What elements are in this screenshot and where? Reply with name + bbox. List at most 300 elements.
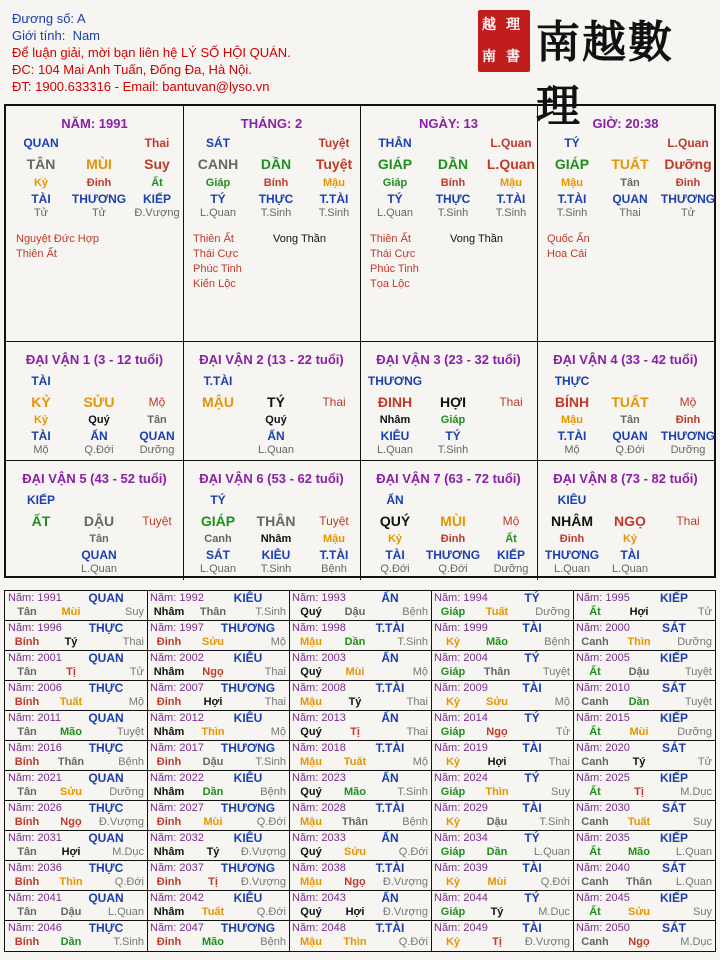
pillar-r3-value: Đinh: [675, 177, 701, 189]
year-thapthan: SÁT: [662, 621, 686, 635]
year-chi: Mùi: [629, 726, 649, 738]
year-stage: T.Sinh: [397, 636, 428, 648]
year-can: Canh: [581, 876, 609, 888]
pillar-cell: [6, 106, 184, 342]
year-cell: [147, 681, 290, 711]
dai-van-hidden-star: THƯƠNG: [425, 548, 481, 562]
dai-van-hidden-star: THƯƠNG: [660, 429, 716, 443]
year-thapthan: TÀI: [522, 861, 542, 875]
year-label: [434, 892, 488, 904]
year-chi: Dần: [344, 636, 366, 648]
year-prefix: Năm:: [292, 742, 319, 754]
year-can: Ất: [589, 726, 601, 738]
year-cell: [289, 651, 432, 681]
year-prefix: Năm:: [434, 832, 461, 844]
year-can: Nhâm: [153, 606, 185, 618]
year-thapthan: KIÊU: [233, 651, 263, 665]
four-pillars-grid: [4, 104, 716, 578]
dai-van-stage: Thai: [499, 395, 523, 409]
year-cell: [147, 891, 290, 921]
pillar-r3-value: Giáp: [382, 177, 408, 189]
year-label: [576, 922, 630, 934]
dai-van-can: BÍNH: [554, 394, 590, 410]
year-prefix: Năm:: [8, 832, 35, 844]
year-value: 2024: [463, 772, 488, 784]
year-stage: M.Dục: [538, 906, 570, 918]
year-prefix: Năm:: [8, 652, 35, 664]
year-cell: [289, 741, 432, 771]
pillar-r5-value: Đ.Vượng: [134, 207, 180, 219]
year-cell: [431, 681, 574, 711]
year-stage: Thai: [406, 726, 428, 738]
pillar-r4-value: T.TÀI: [319, 192, 349, 206]
year-value: 2007: [179, 682, 204, 694]
pillar-note: Vong Thần: [450, 233, 504, 245]
pillar-r3-value: Ất: [151, 177, 163, 189]
dai-van-hidden: Quý: [88, 414, 110, 426]
year-can: Tân: [17, 786, 37, 798]
year-can: Giáp: [440, 786, 466, 798]
dai-van-title: ĐẠI VẬN 4 (33 - 42 tuổi): [553, 352, 698, 367]
year-stage: Mộ: [128, 696, 144, 708]
year-chi: Hợi: [61, 846, 81, 858]
pillar-note: Thái Cực: [370, 248, 416, 260]
dai-van-hidden-stage: Dưỡng: [493, 563, 529, 575]
year-stage: Q.Đới: [540, 876, 570, 888]
year-can: Tân: [17, 906, 37, 918]
dai-van-hidden-star: ẤN: [267, 429, 285, 443]
year-label: [434, 652, 488, 664]
year-prefix: Năm:: [150, 682, 177, 694]
pillar-r4-value: QUAN: [612, 192, 648, 206]
year-can: Kỷ: [445, 876, 461, 888]
year-cell: [147, 831, 290, 861]
year-value: 2004: [463, 652, 488, 664]
year-prefix: Năm:: [292, 772, 319, 784]
year-stage: Thai: [406, 696, 428, 708]
year-value: 2033: [321, 832, 346, 844]
year-thapthan: THỰC: [88, 681, 124, 695]
year-thapthan: THƯƠNG: [220, 921, 276, 935]
year-cell: [573, 651, 715, 681]
year-can: Canh: [581, 816, 609, 828]
year-stage: Tử: [697, 606, 712, 618]
pillar-r2-value: DẦN: [260, 156, 292, 172]
dai-van-thapthan: KIẾP: [26, 493, 55, 507]
dai-van-chi: TÝ: [267, 394, 285, 410]
year-chi: Thìn: [627, 636, 651, 648]
year-prefix: Năm:: [576, 592, 603, 604]
year-prefix: Năm:: [576, 772, 603, 784]
year-can: Ất: [589, 906, 601, 918]
year-stage: Mộ: [270, 636, 286, 648]
year-prefix: Năm:: [8, 772, 35, 784]
dai-van-hidden-stage: L.Quan: [611, 563, 649, 575]
year-label: [292, 832, 346, 844]
pillar-r4-value: T.TÀI: [496, 192, 526, 206]
year-value: 1999: [463, 622, 488, 634]
year-prefix: Năm:: [8, 862, 35, 874]
dai-van-stage: Tuyệt: [319, 514, 349, 528]
year-stage: Thai: [264, 696, 286, 708]
logo-text: 南越數理: [536, 17, 674, 132]
dai-van-hidden-star: TÀI: [620, 548, 640, 562]
pillar-r5-value: T.Sinh: [556, 207, 588, 219]
dai-van-can: GIÁP: [200, 513, 236, 529]
year-label: [292, 592, 346, 604]
dai-van-hidden: Tân: [147, 414, 167, 426]
year-prefix: Năm:: [434, 862, 461, 874]
gender-value: Nam: [72, 28, 101, 43]
year-value: 2015: [605, 712, 630, 724]
year-cell: [147, 711, 290, 741]
year-can: Canh: [581, 756, 609, 768]
year-stage: Đ.Vượng: [382, 906, 428, 918]
year-can: Canh: [581, 936, 609, 948]
year-value: 1997: [179, 622, 204, 634]
year-cell: [5, 771, 148, 801]
year-label: [576, 682, 630, 694]
dai-van-stage: Mộ: [502, 514, 520, 528]
year-stage: L.Quan: [107, 906, 144, 918]
dai-van-hidden-stage: Mộ: [33, 444, 49, 456]
year-can: Mậu: [300, 756, 322, 768]
dai-van-hidden-star: KIẾP: [496, 548, 525, 562]
year-cell: [573, 771, 715, 801]
year-stage: Bệnh: [544, 636, 570, 648]
year-label: [292, 862, 346, 874]
dai-van-hidden-star: KIÊU: [380, 429, 410, 443]
year-cell: [5, 651, 148, 681]
year-chi: Mùi: [345, 666, 365, 678]
year-stage: T.Sinh: [113, 936, 144, 948]
pillar-note: Kiến Lộc: [193, 278, 236, 290]
year-label: [150, 772, 204, 784]
year-value: 2012: [179, 712, 204, 724]
year-chi: Tị: [634, 786, 644, 798]
year-stage: Đ.Vượng: [98, 816, 144, 828]
year-value: 2035: [605, 832, 630, 844]
year-thapthan: THƯƠNG: [220, 741, 276, 755]
year-value: 2020: [605, 742, 630, 754]
seal-char: 理: [506, 17, 520, 33]
year-chi: Dần: [60, 936, 82, 948]
dai-van-thapthan: T.TÀI: [203, 374, 233, 388]
year-thapthan: KIÊU: [233, 771, 263, 785]
year-can: Canh: [581, 636, 609, 648]
dai-van-hidden: Giáp: [440, 414, 466, 426]
year-cell: [431, 621, 574, 651]
year-value: 2031: [37, 832, 62, 844]
year-label: [576, 622, 630, 634]
year-prefix: Năm:: [8, 682, 35, 694]
year-chi: Dậu: [486, 816, 508, 828]
year-can: Quý: [300, 726, 322, 738]
year-label: [8, 862, 62, 874]
year-thapthan: THƯƠNG: [220, 801, 276, 815]
dai-van-hidden: Nhâm: [379, 414, 411, 426]
pillar-r5-value: Tử: [680, 207, 696, 219]
year-chi: Tý: [206, 846, 220, 858]
pillar-title: NĂM: 1991: [61, 116, 128, 131]
pillar-r4-value: THƯƠNG: [660, 192, 716, 206]
year-cell: [289, 771, 432, 801]
year-chi: Mùi: [61, 606, 81, 618]
year-label: [8, 652, 62, 664]
year-value: 2040: [605, 862, 630, 874]
pillar-r4-value: T.TÀI: [557, 192, 587, 206]
pillar-title: THÁNG: 2: [240, 116, 303, 131]
year-value: 2005: [605, 652, 630, 664]
year-chi: Hợi: [203, 696, 223, 708]
year-can: Tân: [17, 606, 37, 618]
dai-van-cell: [360, 461, 538, 580]
year-chi: Thân: [341, 816, 369, 828]
year-stage: Bệnh: [402, 606, 428, 618]
year-label: [150, 622, 204, 634]
year-can: Mậu: [300, 936, 322, 948]
year-stage: Dưỡng: [677, 636, 712, 648]
year-thapthan: KIẾP: [659, 651, 688, 665]
year-label: [434, 772, 488, 784]
year-thapthan: THỰC: [88, 621, 124, 635]
year-can: Mậu: [300, 696, 322, 708]
year-cell: [431, 861, 574, 891]
year-label: [576, 742, 630, 754]
dai-van-can: ĐINH: [377, 394, 413, 410]
year-thapthan: QUAN: [88, 711, 124, 725]
year-cell: [573, 891, 715, 921]
year-prefix: Năm:: [292, 622, 319, 634]
pillar-cell: [537, 106, 714, 342]
year-prefix: Năm:: [292, 862, 319, 874]
year-thapthan: TÝ: [524, 651, 540, 665]
year-can: Mậu: [300, 876, 322, 888]
pillar-r5-value: Tử: [91, 207, 107, 219]
year-prefix: Năm:: [8, 712, 35, 724]
dai-van-hidden-stage: Q.Đới: [84, 444, 114, 456]
pillar-cell: [183, 106, 361, 342]
year-can: Ất: [589, 846, 601, 858]
dai-van-thapthan: ẤN: [386, 493, 404, 507]
year-stage: T.Sinh: [397, 786, 428, 798]
year-chi: Mão: [202, 936, 224, 948]
year-cell: [5, 741, 148, 771]
dai-van-hidden-stage: L.Quan: [80, 563, 118, 575]
year-value: 2001: [37, 652, 62, 664]
year-can: Bính: [14, 696, 40, 708]
year-thapthan: TÀI: [522, 741, 542, 755]
year-chi: Thân: [625, 876, 653, 888]
pillar-note: Thái Cực: [193, 248, 239, 260]
dai-van-title: ĐẠI VẬN 8 (73 - 82 tuổi): [553, 471, 698, 486]
year-chi: Dần: [628, 696, 650, 708]
annual-luck-grid: [4, 590, 716, 952]
year-prefix: Năm:: [150, 922, 177, 934]
dai-van-hidden-stage: L.Quan: [376, 444, 414, 456]
year-stage: Mộ: [412, 666, 428, 678]
year-value: 2036: [37, 862, 62, 874]
year-can: Giáp: [440, 906, 466, 918]
year-cell: [289, 831, 432, 861]
year-thapthan: T.TÀI: [375, 861, 405, 875]
year-value: 1994: [463, 592, 488, 604]
year-can: Mậu: [300, 636, 322, 648]
year-cell: [147, 741, 290, 771]
year-cell: [5, 801, 148, 831]
year-cell: [289, 801, 432, 831]
year-label: [150, 832, 204, 844]
dai-van-hidden: Tân: [89, 533, 109, 545]
year-chi: Mùi: [203, 816, 223, 828]
year-prefix: Năm:: [576, 922, 603, 934]
year-thapthan: KIẾP: [659, 831, 688, 845]
year-thapthan: TÝ: [524, 771, 540, 785]
year-prefix: Năm:: [434, 772, 461, 784]
year-stage: Tử: [555, 726, 570, 738]
year-thapthan: THỰC: [88, 921, 124, 935]
year-can: Nhâm: [153, 846, 185, 858]
year-chi: Ngọ: [344, 876, 366, 888]
year-chi: Mão: [628, 846, 650, 858]
year-thapthan: T.TÀI: [375, 681, 405, 695]
year-can: Tân: [17, 726, 37, 738]
phone-email-line: ĐT: 1900.633316 - Email: bantuvan@lyso.vn: [12, 79, 270, 94]
pillar-r2-value: Tuyệt: [315, 156, 353, 172]
dai-van-chi: THÂN: [256, 513, 296, 529]
year-value: 2009: [463, 682, 488, 694]
pillar-note: Quốc Ấn: [547, 233, 590, 245]
dai-van-hidden-star: SÁT: [206, 548, 230, 562]
year-stage: Bệnh: [260, 786, 286, 798]
year-prefix: Năm:: [8, 922, 35, 934]
year-chi: Tuất: [201, 906, 225, 918]
year-prefix: Năm:: [292, 652, 319, 664]
year-prefix: Năm:: [434, 802, 461, 814]
year-thapthan: KIẾP: [659, 771, 688, 785]
year-can: Giáp: [440, 726, 466, 738]
year-prefix: Năm:: [150, 742, 177, 754]
year-chi: Tý: [490, 906, 504, 918]
dai-van-hidden-star: TÝ: [445, 429, 461, 443]
year-cell: [431, 711, 574, 741]
pillar-r3-value: Bính: [263, 177, 289, 189]
pillar-r5-value: T.Sinh: [437, 207, 469, 219]
year-chi: Ngọ: [486, 726, 508, 738]
year-can: Kỷ: [445, 696, 461, 708]
dai-van-chi: TUẤT: [611, 394, 649, 410]
year-stage: Thai: [264, 666, 286, 678]
year-cell: [573, 621, 715, 651]
dai-van-chi: NGỌ: [614, 513, 646, 529]
year-thapthan: ẤN: [381, 891, 399, 905]
year-cell: [289, 681, 432, 711]
year-label: [8, 892, 62, 904]
pillar-r3-value: Mậu: [561, 177, 583, 189]
year-cell: [431, 591, 574, 621]
dai-van-hidden-stage: Dưỡng: [670, 444, 706, 456]
year-value: 2045: [605, 892, 630, 904]
year-prefix: Năm:: [292, 832, 319, 844]
year-prefix: Năm:: [292, 922, 319, 934]
year-stage: Tuyệt: [542, 666, 570, 678]
year-cell: [431, 801, 574, 831]
year-chi: Dậu: [60, 906, 82, 918]
dai-van-chi: HỢI: [440, 394, 466, 410]
red-seal-icon: [478, 10, 530, 72]
pillar-r2-value: GIÁP: [377, 156, 413, 172]
year-chi: Tý: [64, 636, 78, 648]
year-value: 2042: [179, 892, 204, 904]
dai-van-chi: DẬU: [83, 513, 115, 529]
dai-van-thapthan: THỰC: [554, 374, 590, 388]
year-value: 2023: [321, 772, 346, 784]
year-value: 2025: [605, 772, 630, 784]
year-value: 2011: [37, 712, 61, 724]
pillar-r1-value: SÁT: [206, 136, 230, 150]
pillar-r2-value: CANH: [197, 156, 239, 172]
pillar-note: Thiên Ất: [370, 233, 411, 245]
dai-van-stage: Mộ: [679, 395, 697, 409]
dai-van-hidden: Đinh: [440, 533, 466, 545]
pillar-r3-value: Bính: [440, 177, 466, 189]
year-thapthan: SÁT: [662, 681, 686, 695]
dai-van-can: ẤT: [31, 513, 51, 529]
year-label: [8, 592, 62, 604]
year-value: 2000: [605, 622, 630, 634]
year-prefix: Năm:: [434, 922, 461, 934]
dai-van-cell: [6, 461, 184, 580]
pillar-r5-value: T.Sinh: [260, 207, 292, 219]
year-thapthan: T.TÀI: [375, 621, 405, 635]
dai-van-hidden-star: QUAN: [139, 429, 175, 443]
year-value: 1998: [321, 622, 346, 634]
dai-van-hidden: Đinh: [675, 414, 701, 426]
year-value: 2027: [179, 802, 204, 814]
dai-van-hidden-stage: T.Sinh: [437, 444, 469, 456]
year-value: 2038: [321, 862, 346, 874]
year-chi: Dậu: [628, 666, 650, 678]
pillar-note: Nguyệt Đức Hợp: [16, 233, 100, 245]
year-can: Bính: [14, 816, 40, 828]
year-value: 2016: [37, 742, 62, 754]
year-stage: M.Dục: [680, 786, 712, 798]
year-prefix: Năm:: [150, 592, 177, 604]
year-label: [576, 892, 630, 904]
year-stage: Q.Đới: [398, 936, 428, 948]
year-value: 2029: [463, 802, 488, 814]
dai-van-chi: SỬU: [83, 394, 115, 410]
year-label: [434, 592, 488, 604]
year-chi: Tị: [492, 936, 502, 948]
year-can: Giáp: [440, 666, 466, 678]
dai-van-title: ĐẠI VẬN 2 (13 - 22 tuổi): [199, 352, 344, 367]
year-prefix: Năm:: [576, 622, 603, 634]
year-cell: [5, 861, 148, 891]
pillar-r4-value: TÝ: [387, 192, 403, 206]
year-thapthan: TÀI: [522, 921, 542, 935]
year-prefix: Năm:: [576, 712, 603, 724]
year-chi: Dần: [486, 846, 508, 858]
year-can: Quý: [300, 786, 322, 798]
pillar-r2-value: GIÁP: [554, 156, 590, 172]
year-can: Bính: [14, 756, 40, 768]
year-value: 2021: [37, 772, 62, 784]
year-prefix: Năm:: [576, 832, 603, 844]
year-prefix: Năm:: [434, 712, 461, 724]
year-label: [434, 802, 488, 814]
dai-van-cell: [6, 342, 184, 461]
